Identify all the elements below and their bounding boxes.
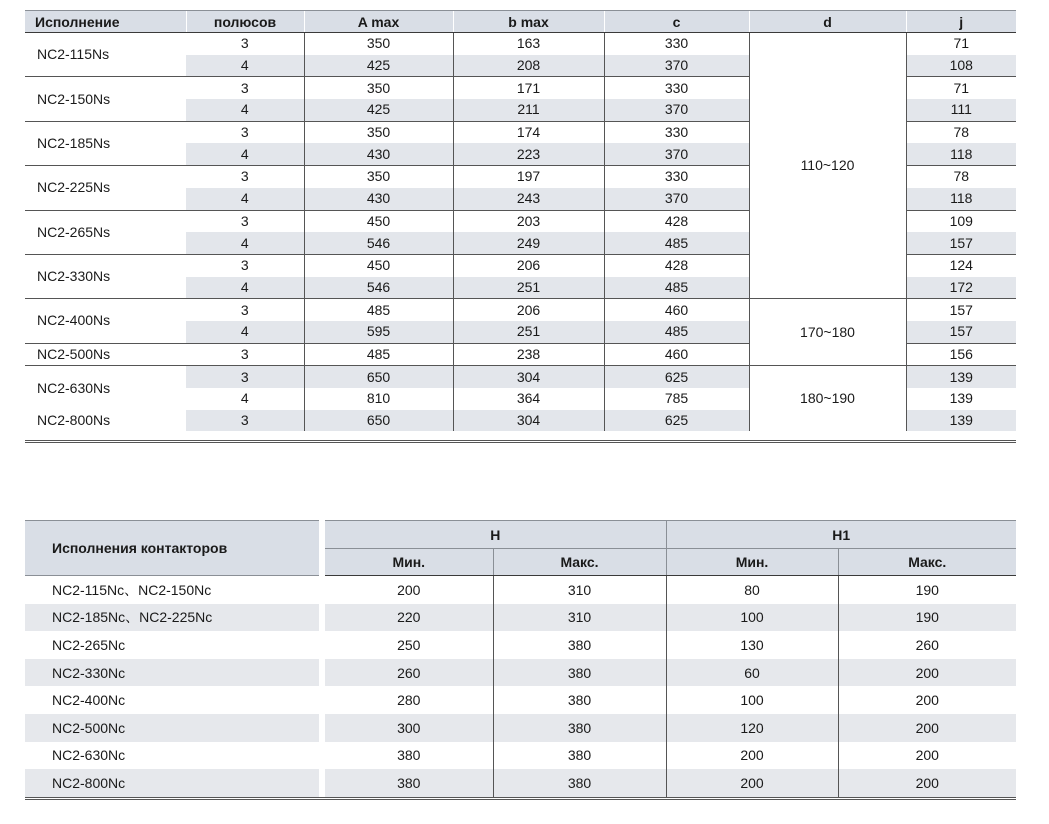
a-max-cell: 350 <box>304 121 453 143</box>
a-max-cell: 350 <box>304 33 453 55</box>
d-cell: 170~180 <box>749 299 906 366</box>
j-cell: 157 <box>906 232 1016 254</box>
poles-cell: 4 <box>240 390 249 407</box>
poles-cell: 4 <box>186 321 304 343</box>
poles-cell: 4 <box>186 143 304 165</box>
b-max-cell: 223 <box>453 143 604 165</box>
c-cell: 625 <box>604 366 749 388</box>
h1-min-cell: 120 <box>666 714 838 742</box>
c-cell: 625 <box>604 410 749 432</box>
j-cell: 118 <box>906 188 1016 210</box>
a-max-cell: 450 <box>304 210 453 232</box>
a-max-cell: 810 <box>304 388 453 410</box>
table-row <box>25 742 1016 770</box>
table-row <box>25 686 1016 714</box>
poles-cell: 4 <box>186 277 304 299</box>
b-max-cell: 304 <box>453 410 604 432</box>
c-cell: 485 <box>604 277 749 299</box>
d-cell: 110~120 <box>749 33 906 299</box>
b-max-cell: 208 <box>453 55 604 77</box>
poles-cell: 3 <box>240 124 249 141</box>
h-min-cell: 260 <box>322 659 493 687</box>
h1-max-cell: 200 <box>838 686 1016 714</box>
contactor-model-cell: NC2-330Nc <box>25 659 322 687</box>
c-cell: 370 <box>604 55 749 77</box>
contactor-model-cell: NC2-115Nc、NC2-150Nc <box>52 581 212 598</box>
height-header-row <box>25 521 1016 549</box>
a-max-cell: 425 <box>304 99 453 121</box>
h-min-cell: 280 <box>322 686 493 714</box>
h1-max-cell: 190 <box>838 576 1016 604</box>
h-min-cell: 250 <box>322 631 493 659</box>
j-cell: 157 <box>906 299 1016 321</box>
header-h1-max: Макс. <box>838 549 1016 576</box>
header-b-max: b max <box>453 11 604 33</box>
h-min-cell: 220 <box>322 604 493 632</box>
dimensions-header-row <box>25 11 1016 33</box>
h-max-cell: 310 <box>493 576 666 604</box>
table-row <box>25 659 1016 687</box>
b-max-cell: 304 <box>453 366 604 388</box>
h1-min-cell: 200 <box>666 769 838 797</box>
poles-cell: 3 <box>240 257 249 274</box>
header-h-max: Макс. <box>493 549 666 576</box>
model-cell: NC2-150Ns <box>25 77 186 121</box>
c-cell: 460 <box>604 343 749 366</box>
a-max-cell: 650 <box>304 410 453 432</box>
h1-min-cell: 130 <box>666 631 838 659</box>
poles-cell: 4 <box>186 55 304 77</box>
b-max-cell: 251 <box>453 277 604 299</box>
model-cell: NC2-800Ns <box>25 410 186 432</box>
j-cell: 157 <box>906 321 1016 343</box>
j-cell: 71 <box>906 33 1016 55</box>
c-cell: 370 <box>604 143 749 165</box>
b-max-cell: 174 <box>453 121 604 143</box>
a-max-cell: 350 <box>304 77 453 99</box>
c-cell: 785 <box>604 388 749 410</box>
c-cell: 330 <box>604 121 749 143</box>
a-max-cell: 485 <box>304 299 453 321</box>
a-max-cell: 425 <box>304 55 453 77</box>
header-a-max: A max <box>304 11 453 33</box>
j-cell: 118 <box>906 143 1016 165</box>
header-h: H <box>322 521 666 549</box>
a-max-cell: 485 <box>304 343 453 366</box>
j-cell: 78 <box>906 121 1016 143</box>
header-d: d <box>749 11 906 33</box>
h-min-cell: 380 <box>322 742 493 770</box>
a-max-cell: 430 <box>304 188 453 210</box>
h1-max-cell: 200 <box>838 742 1016 770</box>
contactor-model-cell: NC2-500Nc <box>25 714 322 742</box>
contactor-model-cell: NC2-185Nc、NC2-225Nc <box>25 604 322 632</box>
model-cell: NC2-185Ns <box>25 121 186 165</box>
model-cell: NC2-400Ns <box>25 299 186 343</box>
a-max-cell: 350 <box>304 166 453 188</box>
h-max-cell: 310 <box>493 604 666 632</box>
model-cell: NC2-500Ns <box>25 343 186 366</box>
table-row <box>25 299 1016 321</box>
j-cell: 139 <box>906 410 1016 432</box>
poles-cell: 3 <box>240 35 249 52</box>
h1-min-cell: 80 <box>666 576 838 604</box>
j-cell: 109 <box>906 210 1016 232</box>
poles-cell: 3 <box>186 366 304 388</box>
header-poles: полюсов <box>186 11 304 33</box>
table-row <box>25 576 1016 604</box>
b-max-cell: 203 <box>453 210 604 232</box>
header-j: j <box>906 11 1016 33</box>
contactor-model-cell: NC2-630Nc <box>52 747 126 764</box>
a-max-cell: 650 <box>304 366 453 388</box>
poles-cell: 4 <box>186 99 304 121</box>
a-max-cell: 546 <box>304 277 453 299</box>
h-max-cell: 380 <box>493 769 666 797</box>
b-max-cell: 251 <box>453 321 604 343</box>
header-contactor-versions: Исполнения контакторов <box>25 521 322 576</box>
c-cell: 460 <box>604 299 749 321</box>
table-row <box>25 631 1016 659</box>
table-row <box>25 714 1016 742</box>
h-max-cell: 380 <box>493 631 666 659</box>
model-cell: NC2-265Ns <box>25 210 186 254</box>
poles-cell: 4 <box>186 232 304 254</box>
h1-max-cell: 190 <box>838 604 1016 632</box>
table-row <box>25 33 1016 55</box>
j-cell: 139 <box>906 388 1016 410</box>
j-cell: 156 <box>906 343 1016 366</box>
b-max-cell: 243 <box>453 188 604 210</box>
b-max-cell: 163 <box>453 33 604 55</box>
model-cell: NC2-330Ns <box>25 254 186 298</box>
b-max-cell: 171 <box>453 77 604 99</box>
poles-cell: 3 <box>186 410 304 432</box>
b-max-cell: 238 <box>453 343 604 366</box>
table-row <box>25 769 1016 797</box>
c-cell: 428 <box>604 254 749 276</box>
model-cell: NC2-115Ns <box>25 33 186 77</box>
h-max-cell: 380 <box>493 686 666 714</box>
j-cell: 139 <box>906 366 1016 388</box>
b-max-cell: 211 <box>453 99 604 121</box>
h1-max-cell: 200 <box>838 769 1016 797</box>
b-max-cell: 197 <box>453 166 604 188</box>
h-min-cell: 200 <box>322 576 493 604</box>
h1-min-cell: 100 <box>666 604 838 632</box>
h-min-cell: 380 <box>322 769 493 797</box>
poles-cell: 3 <box>240 212 249 229</box>
j-cell: 172 <box>906 277 1016 299</box>
model-cell: NC2-225Ns <box>25 166 186 210</box>
h1-min-cell: 200 <box>666 742 838 770</box>
c-cell: 428 <box>604 210 749 232</box>
h1-min-cell: 100 <box>666 686 838 714</box>
poles-cell: 4 <box>186 188 304 210</box>
dimensions-table <box>25 10 1016 431</box>
poles-cell: 3 <box>240 79 249 96</box>
contactor-model-cell: NC2-400Nc <box>52 692 126 709</box>
header-h1: H1 <box>666 521 1016 549</box>
j-cell: 78 <box>906 166 1016 188</box>
c-cell: 330 <box>604 77 749 99</box>
h-max-cell: 380 <box>493 659 666 687</box>
c-cell: 485 <box>604 232 749 254</box>
a-max-cell: 595 <box>304 321 453 343</box>
poles-cell: 3 <box>240 301 249 318</box>
a-max-cell: 430 <box>304 143 453 165</box>
j-cell: 124 <box>906 254 1016 276</box>
header-model: Исполнение <box>25 11 186 33</box>
header-h1-min: Мин. <box>666 549 838 576</box>
b-max-cell: 249 <box>453 232 604 254</box>
b-max-cell: 206 <box>453 299 604 321</box>
c-cell: 370 <box>604 99 749 121</box>
table-row <box>25 604 1016 632</box>
contactor-model-cell: NC2-265Nc <box>52 636 126 653</box>
c-cell: 485 <box>604 321 749 343</box>
h1-max-cell: 260 <box>838 631 1016 659</box>
j-cell: 71 <box>906 77 1016 99</box>
h1-max-cell: 200 <box>838 714 1016 742</box>
header-c: c <box>604 11 749 33</box>
b-max-cell: 364 <box>453 388 604 410</box>
model-cell: NC2-630Ns <box>25 366 186 410</box>
poles-cell: 3 <box>186 343 304 366</box>
poles-cell: 3 <box>240 168 249 185</box>
c-cell: 330 <box>604 166 749 188</box>
a-max-cell: 450 <box>304 254 453 276</box>
header-h-min: Мин. <box>322 549 493 576</box>
j-cell: 108 <box>906 55 1016 77</box>
h-min-cell: 300 <box>322 714 493 742</box>
h1-min-cell: 60 <box>666 659 838 687</box>
a-max-cell: 546 <box>304 232 453 254</box>
h1-max-cell: 200 <box>838 659 1016 687</box>
table-row <box>25 366 1016 388</box>
h-max-cell: 380 <box>493 742 666 770</box>
contactor-model-cell: NC2-800Nc <box>25 769 322 797</box>
contactor-height-table <box>25 520 1016 797</box>
d-cell: 180~190 <box>749 366 906 432</box>
c-cell: 330 <box>604 33 749 55</box>
j-cell: 111 <box>906 99 1016 121</box>
h-max-cell: 380 <box>493 714 666 742</box>
b-max-cell: 206 <box>453 254 604 276</box>
table-end-rule <box>25 440 1016 443</box>
table-end-rule <box>25 797 1016 800</box>
c-cell: 370 <box>604 188 749 210</box>
